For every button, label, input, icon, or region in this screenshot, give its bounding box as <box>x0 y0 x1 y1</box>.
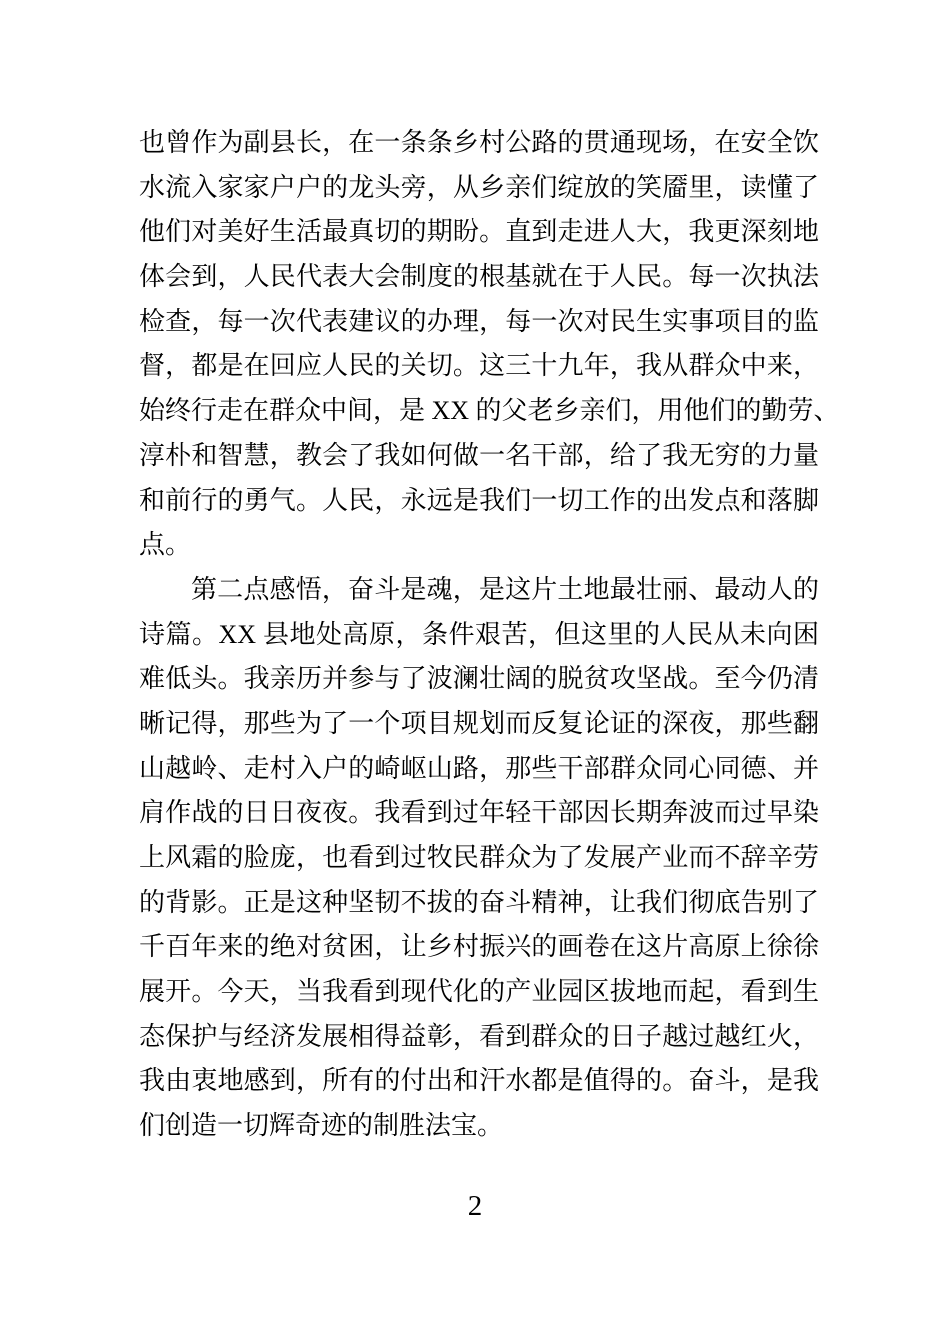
paragraph-2-last-line: 们创造一切辉奇迹的制胜法宝。 <box>139 1111 504 1141</box>
paragraph-2-line: 肩作战的日日夜夜。我看到过年轻干部因长期奔波而过早染 <box>139 798 819 828</box>
paragraph-1-line: 和前行的勇气。人民，永远是我们一切工作的出发点和落脚 <box>139 485 819 515</box>
paragraph-2-line: 我由衷地感到，所有的付出和汗水都是值得的。奋斗，是我 <box>139 1066 819 1096</box>
paragraph-1-last-line: 点。 <box>139 530 192 560</box>
page-number: 2 <box>467 1190 483 1222</box>
document-body <box>139 121 840 1149</box>
paragraph-2-line: 态保护与经济发展相得益彰，看到群众的日子越过越红火， <box>139 1021 819 1051</box>
paragraph-1-line: 也曾作为副县长，在一条条乡村公路的贯通现场，在安全饮 <box>139 128 819 157</box>
paragraph-2-line: 的背影。正是这种坚韧不拔的奋斗精神，让我们彻底告别了 <box>139 887 819 917</box>
paragraph-2-line: 展开。今天，当我看到现代化的产业园区拔地而起，看到生 <box>139 977 819 1007</box>
paragraph-1-line: 检查，每一次代表建议的办理，每一次对民生实事项目的监 <box>139 306 819 336</box>
paragraph-2-line: 诗篇。XX 县地处高原，条件艰苦，但这里的人民从未向困 <box>139 619 819 649</box>
paragraph-2-line: 晰记得，那些为了一个项目规划而反复论证的深夜，那些翻 <box>139 708 819 738</box>
paragraph-1-line: 水流入家家户户的龙头旁，从乡亲们绽放的笑靥里，读懂了 <box>139 172 819 202</box>
paragraph-1-line: 淳朴和智慧，教会了我如何做一名干部，给了我无穷的力量 <box>139 440 819 470</box>
paragraph-1-line: 体会到，人民代表大会制度的根基就在于人民。每一次执法 <box>139 262 819 292</box>
paragraph-1-line: 督，都是在回应人民的关切。这三十九年，我从群众中来， <box>139 351 819 381</box>
paragraph-1-line: 始终行走在群众中间，是 XX 的父老乡亲们，用他们的勤劳、 <box>139 396 840 426</box>
paragraph-1-line: 他们对美好生活最真切的期盼。直到走进人大，我更深刻地 <box>139 217 819 247</box>
paragraph-2-line: 千百年来的绝对贫困，让乡村振兴的画卷在这片高原上徐徐 <box>139 932 819 962</box>
paragraph-2-line: 难低头。我亲历并参与了波澜壮阔的脱贫攻坚战。至今仍清 <box>139 664 819 694</box>
paragraph-2-line: 山越岭、走村入户的崎岖山路，那些干部群众同心同德、并 <box>139 753 819 783</box>
paragraph-2-line: 上风霜的脸庞，也看到过牧民群众为了发展产业而不辞辛劳 <box>139 843 819 872</box>
paragraph-2-first-line: 第二点感悟，奋斗是魂，是这片土地最壮丽、最动人的 <box>191 574 819 604</box>
